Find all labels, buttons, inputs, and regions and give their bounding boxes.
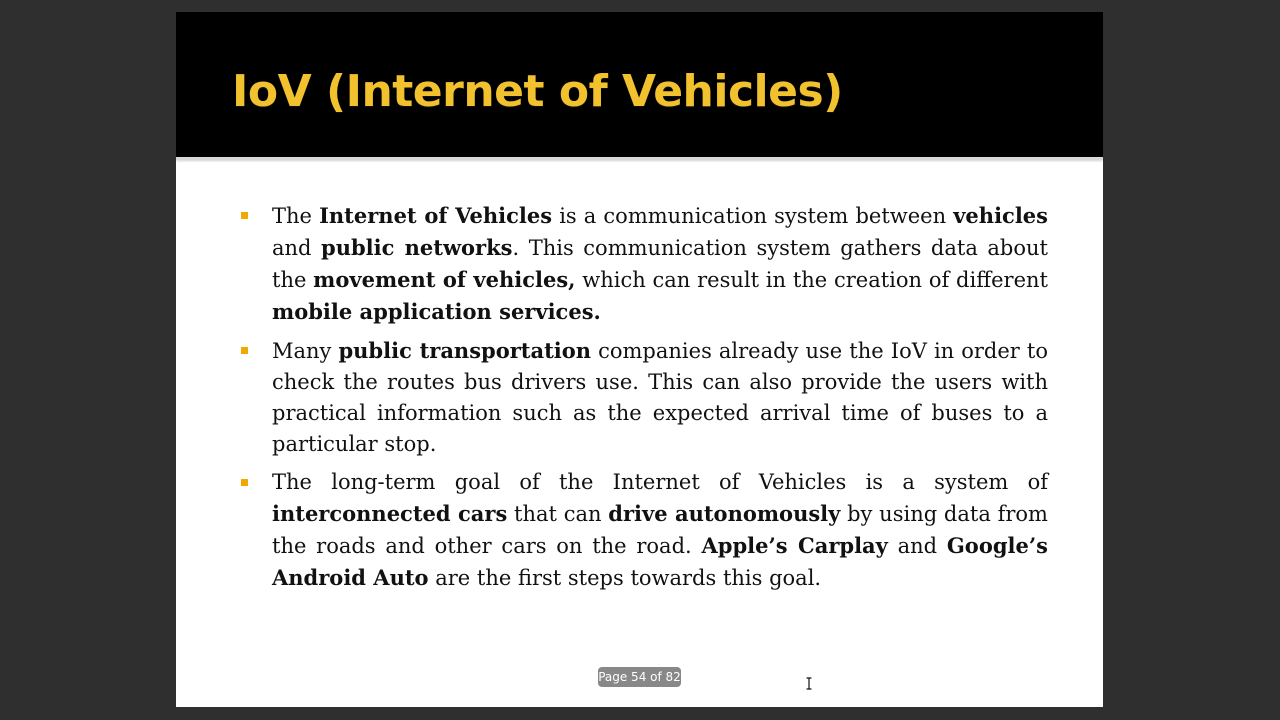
bullet-text-part: The long-term goal of the Internet of Vehicles is a system of: [272, 470, 1048, 494]
bullet-item: [236, 335, 1048, 460]
bullet-text-part: . This communication system gathers data about the: [272, 236, 1048, 292]
bullet-bold-text: Apple’s Carplay: [701, 533, 888, 558]
bullet-bold-text: public transportation: [338, 338, 592, 363]
square-bullet-icon: [241, 479, 248, 486]
bullet-bold-text: public networks: [321, 235, 513, 260]
bullet-text-part: The: [272, 204, 320, 228]
bullet-bold-text: Internet of Vehicles: [319, 203, 553, 228]
bullet-text-part: are the first steps towards this goal.: [428, 566, 822, 590]
text-cursor-icon: [806, 677, 812, 690]
square-bullet-icon: [241, 212, 248, 219]
bullet-text-part: is a communication system between: [552, 204, 954, 228]
slide-title: IoV (Internet of Vehicles): [232, 66, 843, 117]
bullet-text-part: by using data from the roads and other cars on the road.: [272, 502, 1048, 558]
square-bullet-icon: [241, 347, 248, 354]
bullet-bold-text: mobile application services.: [272, 299, 601, 324]
slide-header: [176, 12, 1103, 157]
bullet-bold-text: interconnected cars: [272, 501, 508, 526]
bullet-bold-text: vehicles: [953, 203, 1048, 228]
bullet-text-part: which can result in the creation of different: [575, 268, 1048, 292]
bullet-text-part: Many: [272, 339, 339, 363]
bullet-bold-text: movement of vehicles,: [313, 267, 576, 292]
bullet-list: [236, 200, 1048, 601]
header-divider: [176, 157, 1103, 160]
bullet-bold-text: drive autonomously: [608, 501, 841, 526]
bullet-text-part: companies already use the IoV in order to check the routes bus drivers use. This can also provide the users with practical information such as the expected arrival time of buses to a particular stop.: [272, 339, 1048, 456]
bullet-item: [236, 200, 1048, 328]
bullet-bold-text: Google’s Android Auto: [272, 533, 1048, 590]
bullet-text-part: and: [272, 236, 322, 260]
slide-page: [176, 12, 1103, 707]
bullet-text-part: that can: [507, 502, 609, 526]
bullet-text-part: and: [887, 534, 947, 558]
page-indicator: Page 54 of 82: [598, 667, 681, 687]
bullet-item: [236, 467, 1048, 594]
